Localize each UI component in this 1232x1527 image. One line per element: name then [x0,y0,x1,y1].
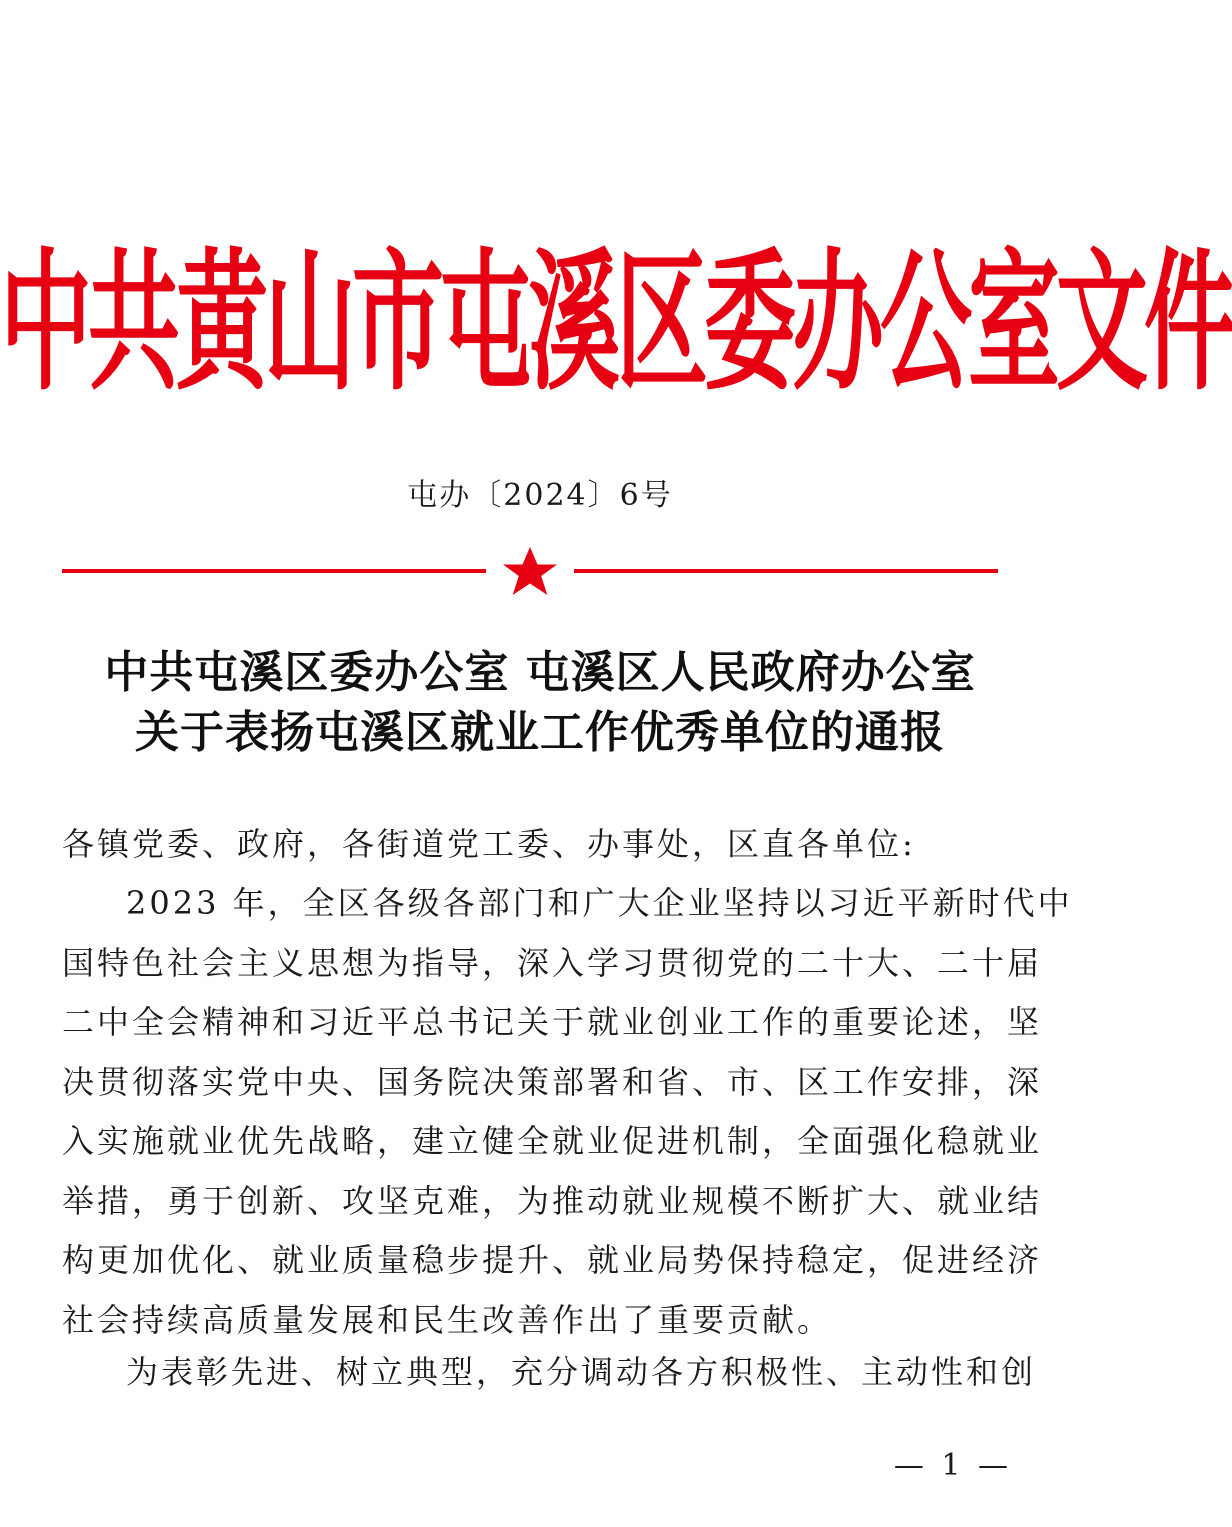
addressee-text: 各镇党委、政府，各街道党工委、办事处，区直各单位: [62,825,916,863]
separator-line-left [62,569,486,573]
addressee [62,815,1002,875]
red-separator [62,546,998,596]
paragraph-line: 举措，勇于创新、攻坚克难，为推动就业规模不断扩大、就业结 [62,1181,1043,1220]
paragraph-line: 构更加优化、就业质量稳步提升、就业局势保持稳定，促进经济 [62,1241,1043,1279]
paragraph-line: 入实施就业优先战略，建立健全就业促进机制，全面强化稳就业 [62,1122,1043,1160]
document-number: 屯办〔2024〕6号 [407,478,673,513]
separator-line-right [574,569,998,573]
notice-title-line-1: 中共屯溪区委办公室 屯溪区人民政府办公室 [104,647,976,698]
page-number: — 1 — [893,1448,1012,1483]
document-header-title: 中共黄山市屯溪区委办公室文件 [0,234,1232,412]
paragraph-2 [62,1343,1037,1403]
paragraph-line: 二中全会精神和习近平总书记关于就业创业工作的重要论述，坚 [62,1003,1043,1041]
paragraph-line: 2023 年，全区各级各部门和广大企业坚持以习近平新时代中 [126,884,1073,922]
notice-title-line-2: 关于表扬屯溪区就业工作优秀单位的通报 [135,707,945,758]
paragraph-line: 社会持续高质量发展和民生改善作出了重要贡献。 [62,1300,833,1339]
paragraph-line: 决贯彻落实党中央、国务院决策部署和省、市、区工作安排，深 [62,1062,1043,1101]
paragraph-line: 国特色社会主义思想为指导，深入学习贯彻党的二十大、二十届 [62,943,1043,982]
paragraph-1 [62,874,1073,1350]
star-icon [499,546,561,596]
paragraph-line: 为表彰先进、树立典型，充分调动各方积极性、主动性和创 [126,1353,1037,1391]
